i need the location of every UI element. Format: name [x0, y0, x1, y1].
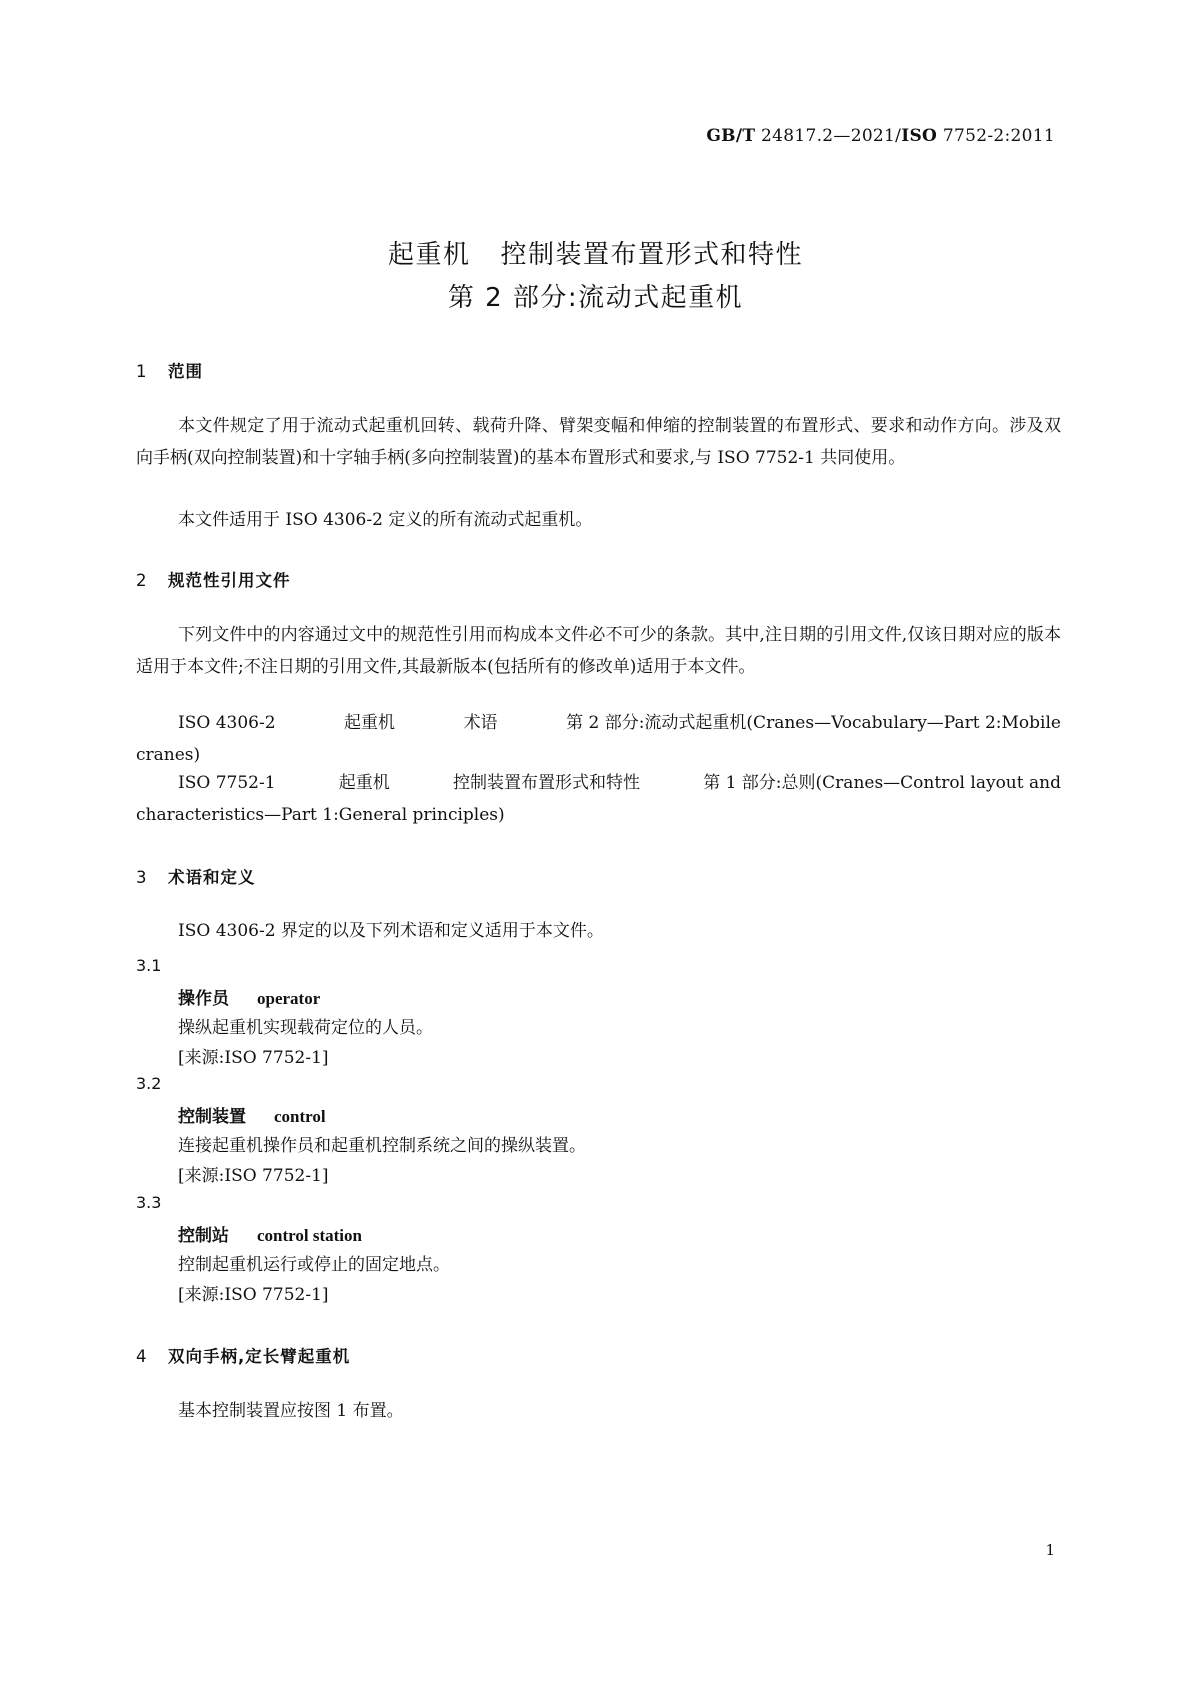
term-number: 3.3: [136, 1193, 162, 1212]
reference-continuation: characteristics—Part 1:General principles): [136, 805, 505, 825]
section-number: 1: [136, 362, 148, 381]
term-zh: 控制装置: [178, 1107, 246, 1127]
section-2-paragraph-1: 下列文件中的内容通过文中的规范性引用而构成本文件必不可少的条款。其中,注日期的引用文件,仅该日期对应的版本适用于本文件;不注日期的引用文件,其最新版本(包括所有的修改单)适用于本文件。: [136, 625, 1061, 677]
term-entry: [178, 1102, 326, 1127]
section-4-heading: [136, 1343, 350, 1367]
reference-title-3: 第 2 部分:流动式起重机(Cranes—Vocabulary—Part 2:Mobile: [566, 713, 1061, 733]
section-1-paragraph-2: 本文件适用于 ISO 4306-2 定义的所有流动式起重机。: [178, 510, 593, 530]
reference-code: ISO 7752-1: [178, 773, 276, 793]
term-source: [来源:ISO 7752-1]: [178, 1166, 329, 1186]
reference-title-2: 术语: [463, 713, 498, 733]
reference-iso-7752-1: [136, 767, 1061, 831]
section-title: 双向手柄,定长臂起重机: [168, 1347, 351, 1366]
iso-prefix: ISO: [901, 126, 938, 146]
term-number: 3.2: [136, 1074, 162, 1093]
iso-number: 7752-2:2011: [942, 126, 1055, 146]
section-1-paragraph-1: 本文件规定了用于流动式起重机回转、载荷升降、臂架变幅和伸缩的控制装置的布置形式、要求和动作方向。涉及双向手柄(双向控制装置)和十字轴手柄(多向控制装置)的基本布置形式和要求,与 ISO 7752-1 共同使用。: [136, 416, 1061, 468]
section-title: 规范性引用文件: [168, 571, 291, 590]
term-en: control: [274, 1107, 326, 1126]
std-prefix: GB/T: [706, 126, 756, 146]
term-entry: [178, 1221, 362, 1246]
section-title: 范围: [168, 362, 203, 381]
term-definition: 控制起重机运行或停止的固定地点。: [178, 1255, 450, 1275]
title-part2: 控制装置布置形式和特性: [500, 240, 804, 270]
reference-title-1: 起重机: [344, 713, 396, 733]
term-zh: 控制站: [178, 1226, 229, 1246]
term-definition: 连接起重机操作员和起重机控制系统之间的操纵装置。: [178, 1136, 586, 1156]
document-title-line2: 第 2 部分:流动式起重机: [447, 283, 744, 313]
section-number: 3: [136, 868, 148, 887]
title-part1: 起重机: [387, 240, 471, 270]
term-definition: 操纵起重机实现载荷定位的人员。: [178, 1018, 433, 1038]
reference-continuation: cranes): [136, 745, 201, 765]
term-entry: [178, 984, 320, 1009]
document-title-line1: [0, 234, 1191, 271]
standard-code: [706, 126, 1055, 146]
section-number: 2: [136, 571, 148, 590]
page-number: 1: [1045, 1541, 1055, 1559]
reference-title-1: 起重机: [338, 773, 390, 793]
section-4-paragraph-1: 基本控制装置应按图 1 布置。: [178, 1401, 404, 1421]
section-title: 术语和定义: [168, 868, 256, 887]
section-2-heading: [136, 567, 291, 591]
term-en: operator: [257, 989, 321, 1008]
std-number: 24817.2—2021/: [761, 126, 902, 146]
section-1-heading: [136, 358, 203, 382]
term-source: [来源:ISO 7752-1]: [178, 1285, 329, 1305]
term-en: control station: [257, 1226, 362, 1245]
reference-title-3: 第 1 部分:总则(Cranes—Control layout and: [703, 773, 1061, 793]
reference-title-2: 控制装置布置形式和特性: [452, 773, 640, 793]
reference-code: ISO 4306-2: [178, 713, 276, 733]
section-3-heading: [136, 864, 256, 888]
section-number: 4: [136, 1347, 148, 1366]
reference-iso-4306-2: [136, 707, 1061, 771]
term-source: [来源:ISO 7752-1]: [178, 1048, 329, 1068]
term-zh: 操作员: [178, 989, 229, 1009]
term-number: 3.1: [136, 956, 162, 975]
section-3-paragraph-1: ISO 4306-2 界定的以及下列术语和定义适用于本文件。: [178, 921, 604, 941]
